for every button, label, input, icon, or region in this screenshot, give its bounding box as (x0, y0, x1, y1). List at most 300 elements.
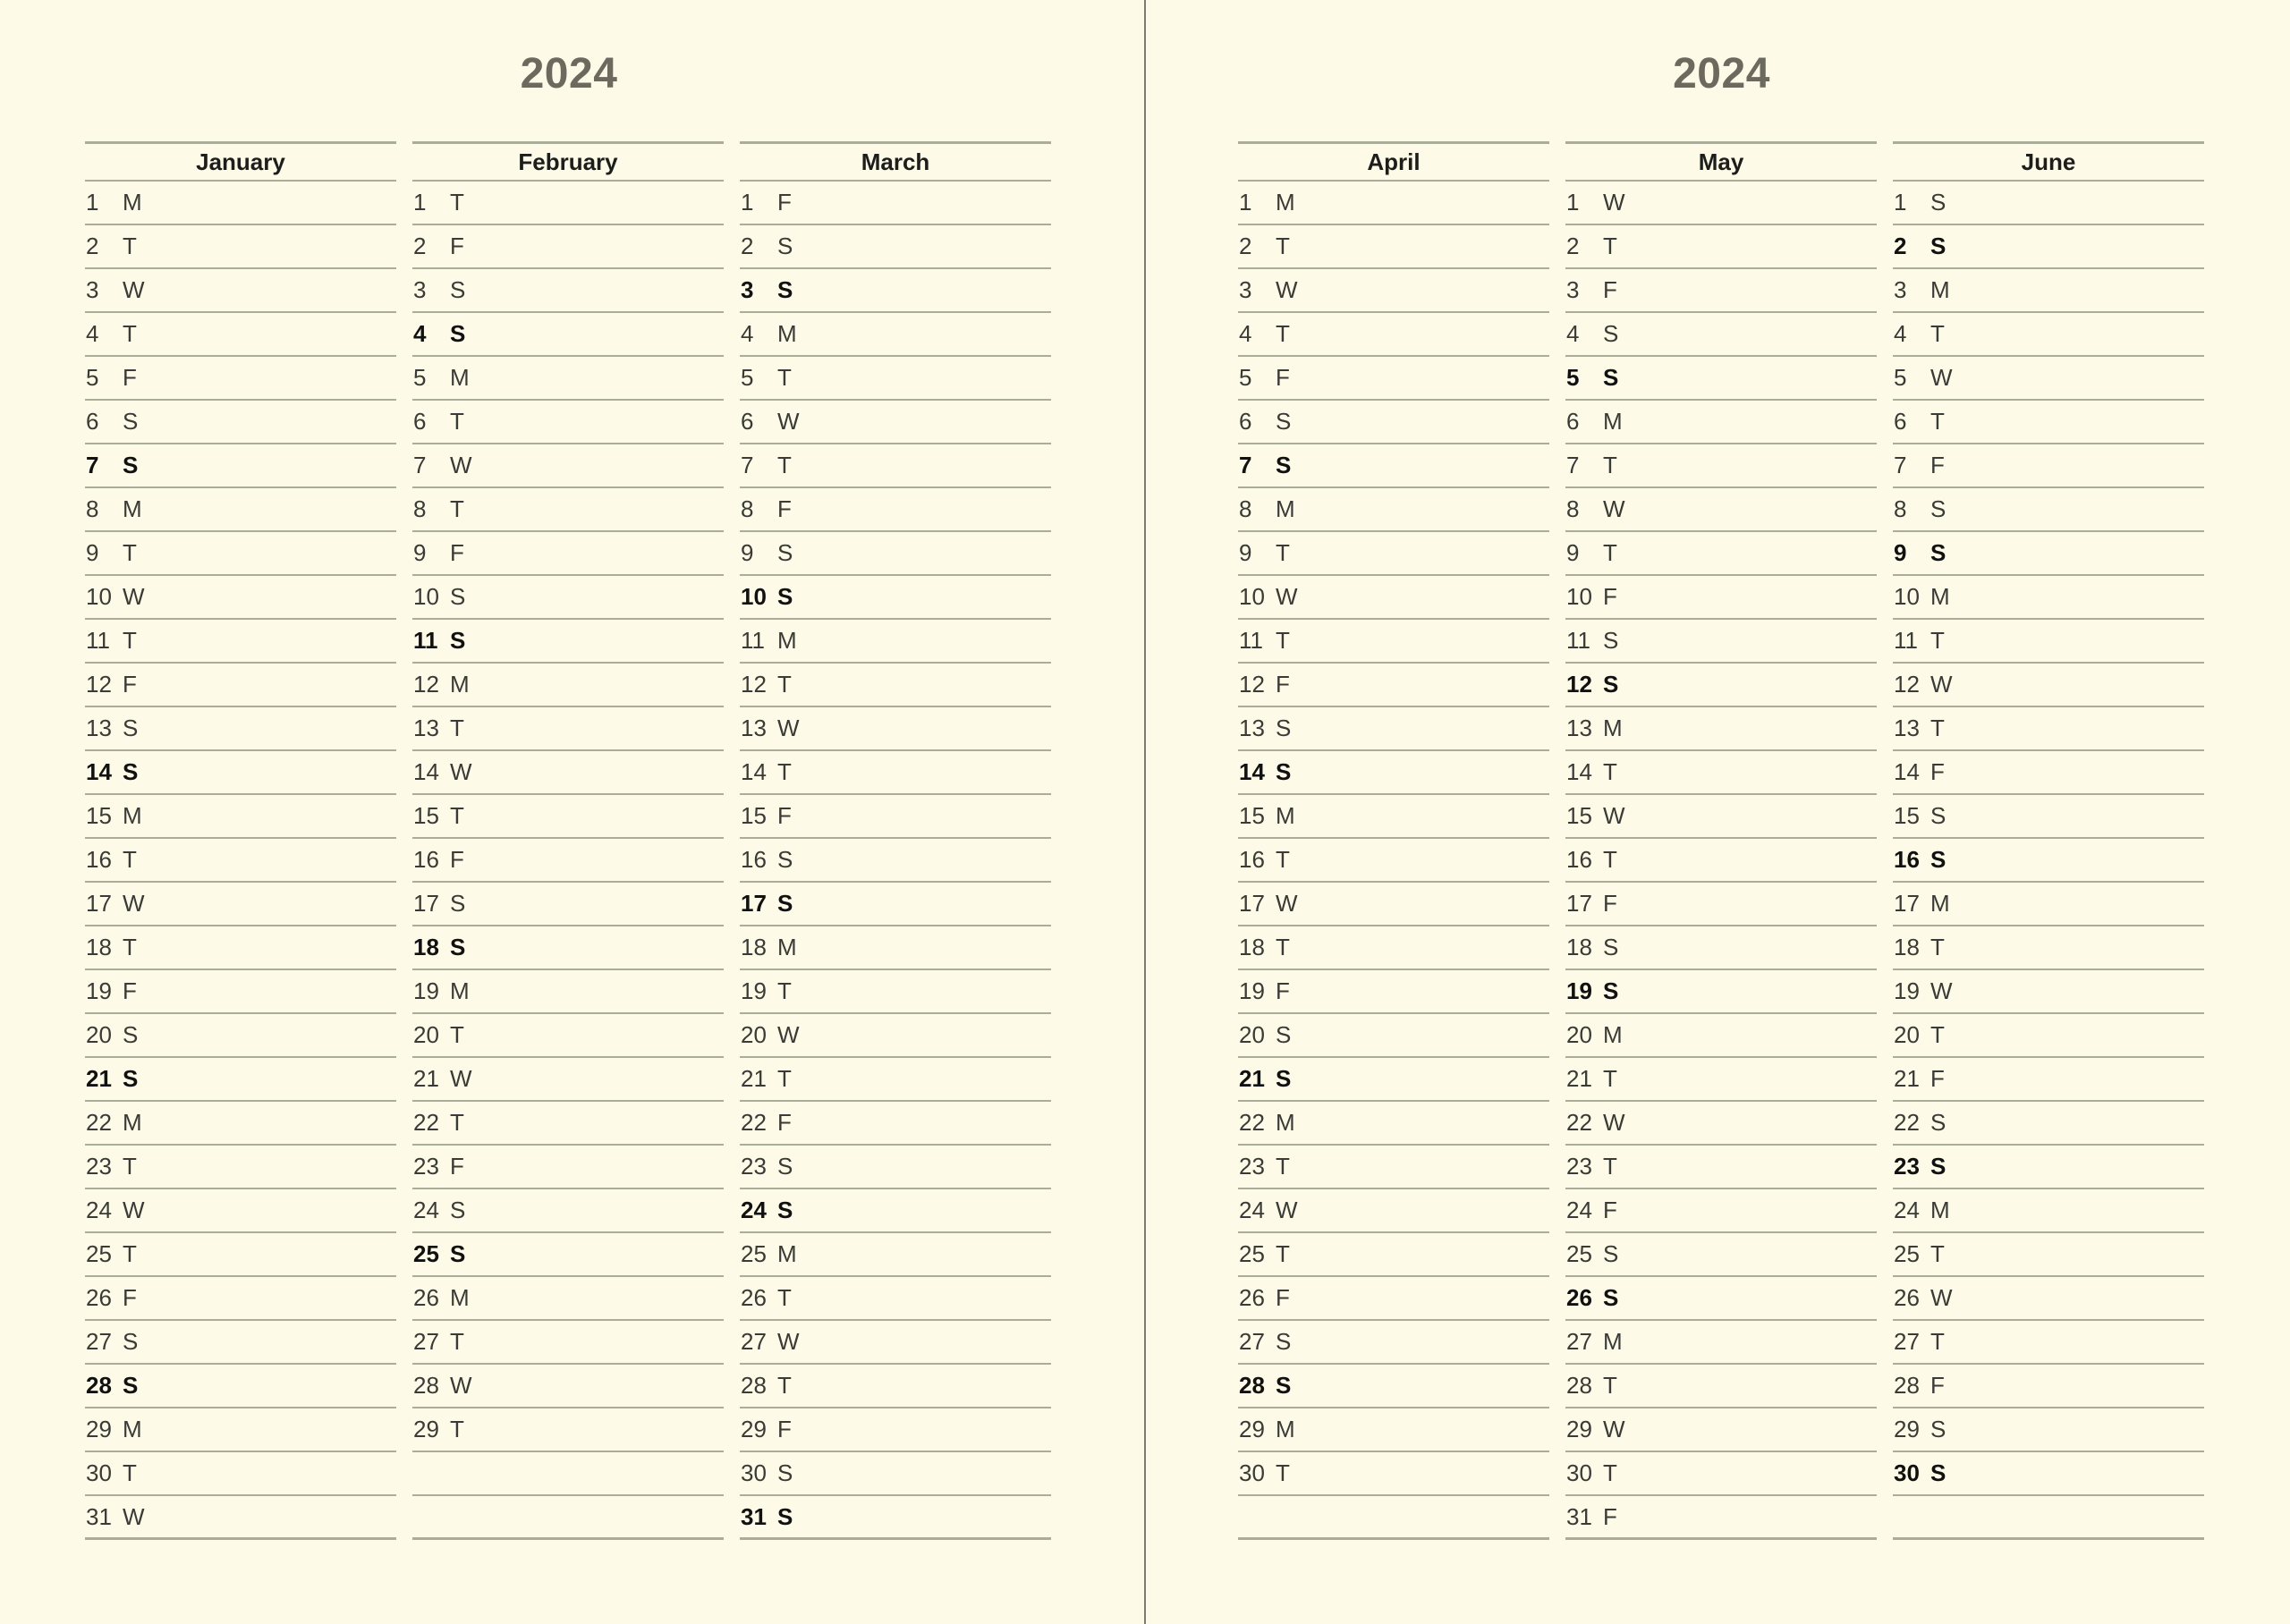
month-column-june (1893, 141, 2204, 1540)
day-number: 27 (1566, 1328, 1592, 1355)
day-row (412, 357, 724, 401)
day-number: 17 (1894, 890, 1920, 917)
day-number: 28 (1894, 1372, 1920, 1399)
day-number: 2 (1239, 233, 1252, 259)
day-number: 16 (741, 846, 767, 873)
day-number: 10 (1239, 583, 1265, 610)
weekday-letter: T (1930, 1021, 1945, 1048)
day-row (740, 488, 1051, 532)
day-number: 19 (1239, 977, 1265, 1004)
weekday-letter: W (1276, 890, 1298, 917)
day-row (85, 1189, 396, 1233)
day-number: 4 (1894, 320, 1907, 347)
weekday-letter: T (1930, 627, 1945, 654)
weekday-letter: M (1276, 1416, 1295, 1442)
day-number: 24 (86, 1197, 112, 1223)
weekday-letter: M (1276, 495, 1295, 522)
day-number: 9 (741, 539, 754, 566)
day-row (740, 751, 1051, 795)
day-number: 26 (741, 1284, 767, 1311)
weekday-letter: W (450, 1065, 472, 1092)
day-row (1238, 883, 1549, 926)
day-row (85, 795, 396, 839)
day-row (1893, 620, 2204, 664)
weekday-letter: F (777, 802, 792, 829)
day-row (85, 182, 396, 225)
day-number: 20 (1239, 1021, 1265, 1048)
day-row (1565, 1102, 1877, 1146)
day-number: 15 (1894, 802, 1920, 829)
day-row (85, 532, 396, 576)
day-number: 18 (86, 934, 112, 960)
weekday-letter: T (450, 408, 464, 435)
weekday-letter: S (123, 1065, 139, 1092)
day-number: 11 (741, 627, 765, 654)
weekday-letter: T (777, 452, 792, 478)
day-number: 25 (1894, 1240, 1920, 1267)
day-row (412, 1321, 724, 1365)
day-number: 11 (86, 627, 110, 654)
day-row (85, 1452, 396, 1496)
day-row (85, 1496, 396, 1540)
day-row (740, 839, 1051, 883)
day-number: 14 (1239, 758, 1265, 785)
day-row (1565, 1496, 1877, 1540)
weekday-letter: S (1276, 1372, 1292, 1399)
weekday-letter: T (123, 539, 137, 566)
weekday-letter: F (123, 671, 137, 698)
weekday-letter: T (123, 934, 137, 960)
day-number: 1 (86, 189, 99, 216)
day-row (1565, 1408, 1877, 1452)
weekday-letter: W (1603, 1109, 1625, 1136)
weekday-letter: W (1603, 1416, 1625, 1442)
month-column-march (740, 141, 1051, 1540)
day-row (85, 1408, 396, 1452)
day-row (1893, 401, 2204, 444)
day-row (412, 1189, 724, 1233)
day-number: 12 (741, 671, 767, 698)
day-row (1893, 883, 2204, 926)
weekday-letter: W (123, 276, 145, 303)
day-row (1238, 182, 1549, 225)
day-row (740, 707, 1051, 751)
day-row (740, 532, 1051, 576)
day-row (1565, 707, 1877, 751)
weekday-letter: M (1603, 715, 1623, 741)
day-row (412, 795, 724, 839)
day-number: 15 (1566, 802, 1592, 829)
weekday-letter: W (1930, 364, 1953, 391)
weekday-letter: T (123, 1153, 137, 1180)
weekday-letter: F (450, 1153, 464, 1180)
weekday-letter: F (450, 233, 464, 259)
day-number: 19 (86, 977, 112, 1004)
weekday-letter: W (1603, 189, 1625, 216)
weekday-letter: S (777, 890, 793, 917)
month-header: January (85, 141, 396, 182)
day-number: 26 (1239, 1284, 1265, 1311)
weekday-letter: M (777, 934, 797, 960)
weekday-letter: T (1276, 846, 1290, 873)
day-row (85, 225, 396, 269)
weekday-letter: T (1603, 452, 1617, 478)
day-number: 16 (1894, 846, 1920, 873)
day-row (1893, 444, 2204, 488)
day-number: 16 (1239, 846, 1265, 873)
weekday-letter: S (1603, 1284, 1619, 1311)
day-number: 6 (741, 408, 754, 435)
weekday-letter: S (123, 408, 139, 435)
day-row (1565, 795, 1877, 839)
weekday-letter: T (1930, 408, 1945, 435)
day-number: 27 (741, 1328, 767, 1355)
weekday-letter: F (1603, 1502, 1617, 1530)
weekday-letter: M (1930, 276, 1950, 303)
day-row (1565, 488, 1877, 532)
day-number: 7 (1239, 452, 1252, 478)
day-number: 3 (1566, 276, 1580, 303)
day-number: 7 (86, 452, 99, 478)
day-row (1893, 1452, 2204, 1496)
day-row (1893, 313, 2204, 357)
day-number: 6 (1894, 408, 1907, 435)
day-number: 11 (413, 627, 438, 654)
day-number: 16 (1566, 846, 1592, 873)
day-row (85, 1277, 396, 1321)
day-number: 17 (1239, 890, 1265, 917)
day-number: 4 (1239, 320, 1252, 347)
day-row (1238, 751, 1549, 795)
weekday-letter: M (777, 1240, 797, 1267)
weekday-letter: S (450, 627, 466, 654)
day-number: 14 (1566, 758, 1592, 785)
day-number: 28 (86, 1372, 112, 1399)
day-number: 29 (413, 1416, 439, 1442)
weekday-letter: M (450, 1284, 470, 1311)
day-row (85, 751, 396, 795)
day-row (1893, 269, 2204, 313)
weekday-letter: S (1930, 1109, 1946, 1136)
day-number: 3 (86, 276, 99, 303)
day-row (1893, 970, 2204, 1014)
day-row (85, 401, 396, 444)
day-row (85, 620, 396, 664)
day-row (1565, 970, 1877, 1014)
year-title: 2024 (520, 50, 618, 97)
day-number: 21 (1566, 1065, 1592, 1092)
weekday-letter: S (1603, 320, 1619, 347)
day-number: 30 (1239, 1459, 1265, 1486)
weekday-letter: T (123, 233, 137, 259)
weekday-letter: S (123, 1021, 139, 1048)
day-row (412, 620, 724, 664)
day-number: 1 (741, 189, 754, 216)
weekday-letter: W (450, 1372, 472, 1399)
day-number: 9 (1566, 539, 1580, 566)
day-row (1565, 444, 1877, 488)
day-row (1238, 839, 1549, 883)
day-row (1238, 1233, 1549, 1277)
day-number: 7 (1566, 452, 1580, 478)
weekday-letter: S (450, 890, 466, 917)
day-row (412, 1146, 724, 1189)
weekday-letter: W (1276, 276, 1298, 303)
day-number: 20 (413, 1021, 439, 1048)
day-number: 23 (86, 1153, 112, 1180)
day-number: 29 (1894, 1416, 1920, 1442)
weekday-letter: F (450, 539, 464, 566)
day-number: 19 (1894, 977, 1920, 1004)
weekday-letter: W (777, 715, 800, 741)
day-row (1893, 1058, 2204, 1102)
day-row (1238, 269, 1549, 313)
weekday-letter: T (777, 364, 792, 391)
day-number: 11 (1239, 627, 1263, 654)
weekday-letter: T (1603, 1153, 1617, 1180)
day-number: 30 (1894, 1459, 1920, 1486)
day-number: 18 (1894, 934, 1920, 960)
weekday-letter: S (777, 1197, 793, 1223)
day-row (740, 1277, 1051, 1321)
day-number: 29 (741, 1416, 767, 1442)
day-number: 2 (413, 233, 427, 259)
weekday-letter: M (1930, 583, 1950, 610)
weekday-letter: T (1930, 934, 1945, 960)
day-row (1893, 839, 2204, 883)
day-row (412, 751, 724, 795)
day-number: 2 (86, 233, 99, 259)
day-row (85, 970, 396, 1014)
weekday-letter: F (777, 1416, 792, 1442)
day-row (740, 1365, 1051, 1408)
day-row (1238, 620, 1549, 664)
day-row (1565, 269, 1877, 313)
day-row (412, 269, 724, 313)
day-row (1238, 357, 1549, 401)
day-row (1238, 488, 1549, 532)
weekday-letter: S (777, 276, 793, 303)
day-number: 29 (86, 1416, 112, 1442)
weekday-letter: T (1603, 233, 1617, 259)
day-row (412, 883, 724, 926)
weekday-letter: T (1276, 233, 1290, 259)
day-number: 10 (413, 583, 439, 610)
day-number: 19 (741, 977, 767, 1004)
weekday-letter: F (1603, 583, 1617, 610)
weekday-letter: S (1930, 846, 1946, 873)
weekday-letter: W (1276, 1197, 1298, 1223)
empty-day-row (1893, 1496, 2204, 1540)
day-number: 21 (1894, 1065, 1920, 1092)
weekday-letter: T (777, 671, 792, 698)
day-row (1893, 926, 2204, 970)
weekday-letter: W (1930, 671, 1953, 698)
weekday-letter: T (1276, 934, 1290, 960)
weekday-letter: S (777, 539, 793, 566)
day-row (1238, 795, 1549, 839)
day-number: 14 (413, 758, 439, 785)
weekday-letter: S (777, 1459, 793, 1486)
day-row (740, 182, 1051, 225)
day-row (1893, 488, 2204, 532)
day-number: 26 (1894, 1284, 1920, 1311)
weekday-letter: W (777, 408, 800, 435)
day-row (740, 401, 1051, 444)
day-row (1238, 1058, 1549, 1102)
weekday-letter: S (123, 452, 139, 478)
day-row (1893, 1365, 2204, 1408)
day-number: 23 (741, 1153, 767, 1180)
day-row (412, 401, 724, 444)
weekday-letter: S (1603, 627, 1619, 654)
weekday-letter: T (450, 495, 464, 522)
day-number: 6 (413, 408, 427, 435)
weekday-letter: T (777, 977, 792, 1004)
day-number: 27 (413, 1328, 439, 1355)
day-number: 8 (1566, 495, 1580, 522)
weekday-letter: M (1930, 1197, 1950, 1223)
day-row (740, 269, 1051, 313)
day-row (85, 576, 396, 620)
day-row (1238, 401, 1549, 444)
day-row (412, 313, 724, 357)
weekday-letter: M (123, 802, 142, 829)
day-number: 8 (86, 495, 99, 522)
day-number: 15 (741, 802, 767, 829)
day-row (412, 1408, 724, 1452)
day-row (1893, 795, 2204, 839)
weekday-letter: T (777, 1284, 792, 1311)
day-row (1565, 751, 1877, 795)
day-row (1238, 225, 1549, 269)
day-row (85, 313, 396, 357)
day-number: 14 (86, 758, 112, 785)
day-number: 11 (1894, 627, 1918, 654)
month-header: March (740, 141, 1051, 182)
weekday-letter: T (1603, 758, 1617, 785)
day-row (85, 1146, 396, 1189)
day-number: 7 (741, 452, 754, 478)
day-number: 21 (741, 1065, 767, 1092)
day-number: 3 (413, 276, 427, 303)
day-number: 17 (741, 890, 767, 917)
day-row (1238, 664, 1549, 707)
day-number: 18 (1239, 934, 1265, 960)
weekday-letter: S (450, 1197, 466, 1223)
weekday-letter: T (1276, 1153, 1290, 1180)
day-number: 7 (413, 452, 427, 478)
weekday-letter: T (123, 1240, 137, 1267)
weekday-letter: T (777, 1065, 792, 1092)
day-row (1565, 1014, 1877, 1058)
day-number: 1 (1566, 189, 1580, 216)
day-number: 16 (413, 846, 439, 873)
day-number: 5 (1566, 364, 1580, 391)
weekday-letter: W (1603, 495, 1625, 522)
weekday-letter: S (1603, 934, 1619, 960)
weekday-letter: W (1276, 583, 1298, 610)
day-number: 24 (1239, 1197, 1265, 1223)
weekday-letter: M (1603, 408, 1623, 435)
day-row (1238, 707, 1549, 751)
weekday-letter: W (1603, 802, 1625, 829)
day-number: 9 (86, 539, 99, 566)
day-row (412, 532, 724, 576)
month-columns (1238, 141, 2204, 1540)
weekday-letter: T (1603, 539, 1617, 566)
day-number: 20 (741, 1021, 767, 1048)
weekday-letter: F (1603, 1197, 1617, 1223)
weekday-letter: M (1276, 1109, 1295, 1136)
day-row (1565, 1321, 1877, 1365)
day-number: 3 (741, 276, 754, 303)
weekday-letter: F (1603, 890, 1617, 917)
weekday-letter: T (1930, 715, 1945, 741)
weekday-letter: S (1603, 671, 1619, 698)
weekday-letter: M (1930, 890, 1950, 917)
day-number: 8 (741, 495, 754, 522)
day-number: 24 (741, 1197, 767, 1223)
day-row (740, 1408, 1051, 1452)
day-number: 8 (1239, 495, 1252, 522)
day-number: 23 (1239, 1153, 1265, 1180)
day-number: 24 (1566, 1197, 1592, 1223)
weekday-letter: M (1276, 802, 1295, 829)
day-row (740, 1102, 1051, 1146)
day-row (1238, 313, 1549, 357)
day-number: 12 (1894, 671, 1920, 698)
day-row (1893, 1102, 2204, 1146)
weekday-letter: F (1930, 1065, 1945, 1092)
day-row (740, 883, 1051, 926)
weekday-letter: S (1603, 364, 1619, 391)
weekday-letter: S (1930, 1416, 1946, 1442)
day-row (85, 444, 396, 488)
weekday-letter: T (450, 1416, 464, 1442)
weekday-letter: F (777, 495, 792, 522)
day-row (412, 1058, 724, 1102)
day-number: 13 (413, 715, 439, 741)
day-number: 20 (1566, 1021, 1592, 1048)
weekday-letter: T (1276, 320, 1290, 347)
weekday-letter: S (123, 1328, 139, 1355)
weekday-letter: T (1603, 846, 1617, 873)
day-row (1565, 576, 1877, 620)
month-column-april (1238, 141, 1549, 1540)
day-row (1565, 664, 1877, 707)
day-number: 27 (1239, 1328, 1265, 1355)
weekday-letter: T (123, 1459, 137, 1486)
weekday-letter: S (450, 320, 466, 347)
day-row (412, 1365, 724, 1408)
weekday-letter: F (777, 1109, 792, 1136)
weekday-letter: T (123, 846, 137, 873)
day-number: 10 (1894, 583, 1920, 610)
day-row (85, 1058, 396, 1102)
day-row (85, 707, 396, 751)
day-row (1238, 532, 1549, 576)
weekday-letter: S (1930, 539, 1946, 566)
day-number: 17 (1566, 890, 1592, 917)
weekday-letter: S (1930, 1153, 1946, 1180)
weekday-letter: T (450, 1328, 464, 1355)
day-row (1238, 970, 1549, 1014)
day-number: 22 (86, 1109, 112, 1136)
weekday-letter: M (777, 627, 797, 654)
weekday-letter: T (1930, 320, 1945, 347)
day-number: 28 (1239, 1372, 1265, 1399)
